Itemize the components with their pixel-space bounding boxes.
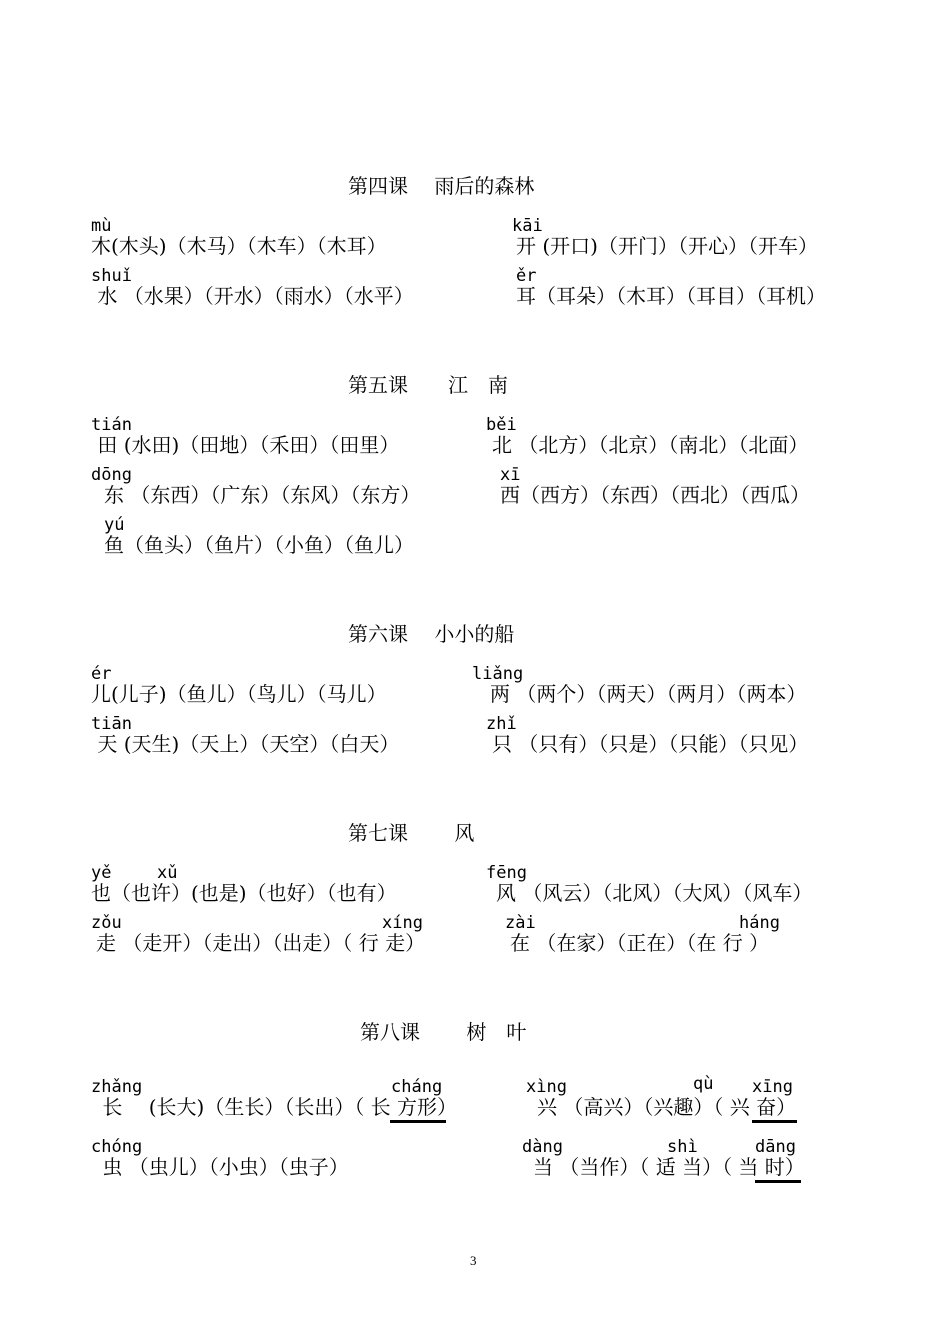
pinyin-mu: mù	[91, 216, 112, 236]
pinyin-liang: liǎng	[472, 664, 524, 684]
pinyin-xing2: xìng	[526, 1077, 567, 1097]
pinyin-tian2: tiān	[91, 714, 132, 734]
pinyin-tian: tián	[91, 415, 132, 435]
pinyin-feng: fēng	[486, 863, 527, 883]
pinyin-xu: xǔ	[157, 863, 178, 883]
pinyin-shui: shuǐ	[91, 266, 132, 286]
pinyin-yu: yú	[104, 515, 125, 535]
vocab-line: 儿(儿子)（鱼儿）（鸟儿）（马儿）	[91, 682, 387, 706]
vocab-line: 长 (长大)（生长）（长出）（ 长 方形）	[96, 1095, 458, 1119]
underline	[752, 1120, 797, 1123]
pinyin-shi: shì	[667, 1137, 698, 1157]
pinyin-bei: běi	[486, 415, 517, 435]
vocab-line: 风 （风云）（北风）（大风）（风车）	[496, 881, 813, 905]
vocab-line: 走 （走开）（走出）（出走）（ 行 走）	[96, 931, 426, 955]
vocab-line: 兴 （高兴）（兴趣）（ 兴 奋）	[537, 1095, 797, 1119]
pinyin-xing: xíng	[382, 913, 423, 933]
pinyin-qu: qù	[693, 1074, 714, 1094]
pinyin-chong: chóng	[91, 1137, 143, 1157]
lesson-title: 第四课 雨后的森林	[348, 174, 535, 198]
vocab-line: 虫 （虫儿）（小虫）（虫子）	[96, 1155, 349, 1179]
pinyin-er: ěr	[516, 266, 537, 286]
pinyin-er2: ér	[91, 664, 112, 684]
vocab-line: 东 （东西）（广东）（东风）（东方）	[104, 483, 421, 507]
pinyin-dong: dōng	[91, 465, 132, 485]
pinyin-chang: cháng	[391, 1077, 443, 1097]
lesson-title: 第七课 风	[348, 821, 475, 845]
lesson-title: 第六课 小小的船	[348, 622, 515, 646]
vocab-line: 天 (天生)（天上）（天空）（白天）	[91, 732, 400, 756]
vocab-line: 在 （在家）（正在）（在 行 ）	[510, 931, 770, 955]
underline	[755, 1180, 801, 1183]
pinyin-ye: yě	[91, 863, 112, 883]
pinyin-zou: zǒu	[91, 913, 122, 933]
vocab-line: 西（西方）（东西）（西北）（西瓜）	[500, 483, 810, 507]
vocab-line: 鱼（鱼头）（鱼片）（小鱼）（鱼儿）	[104, 533, 414, 557]
vocab-line: 开 (开口)（开门）（开心）（开车）	[516, 234, 818, 258]
pinyin-zhi: zhǐ	[486, 714, 517, 734]
vocab-line: 北 （北方）（北京）（南北）（北面）	[492, 433, 809, 457]
underline	[390, 1120, 446, 1123]
pinyin-xi: xī	[500, 465, 521, 485]
vocab-line: 当 （当作）（ 适 当）（ 当 时）	[533, 1155, 805, 1179]
lesson-title: 第八课 树 叶	[360, 1020, 527, 1044]
pinyin-xing3: xīng	[752, 1077, 793, 1097]
vocab-line: 也（也许）(也是)（也好）（也有）	[91, 881, 397, 905]
pinyin-zhang: zhǎng	[91, 1077, 143, 1097]
pinyin-dang: dàng	[522, 1137, 563, 1157]
vocab-line: 耳（耳朵）（木耳）（耳目）（耳机）	[516, 284, 826, 308]
page-number: 3	[470, 1253, 477, 1268]
pinyin-dang2: dāng	[755, 1137, 796, 1157]
vocab-line: 木(木头)（木马）（木车）（木耳）	[91, 234, 387, 258]
pinyin-zai: zài	[505, 913, 536, 933]
vocab-line: 只 （只有）（只是）（只能）（只见）	[492, 732, 809, 756]
vocab-line: 两 （两个）（两天）（两月）（两本）	[490, 682, 807, 706]
vocab-line: 水 （水果）（开水）（雨水）（水平）	[91, 284, 414, 308]
vocab-line: 田 (水田)（田地）（禾田）（田里）	[91, 433, 400, 457]
lesson-title: 第五课 江 南	[348, 373, 508, 397]
pinyin-hang: háng	[739, 913, 780, 933]
pinyin-kai: kāi	[512, 216, 543, 236]
